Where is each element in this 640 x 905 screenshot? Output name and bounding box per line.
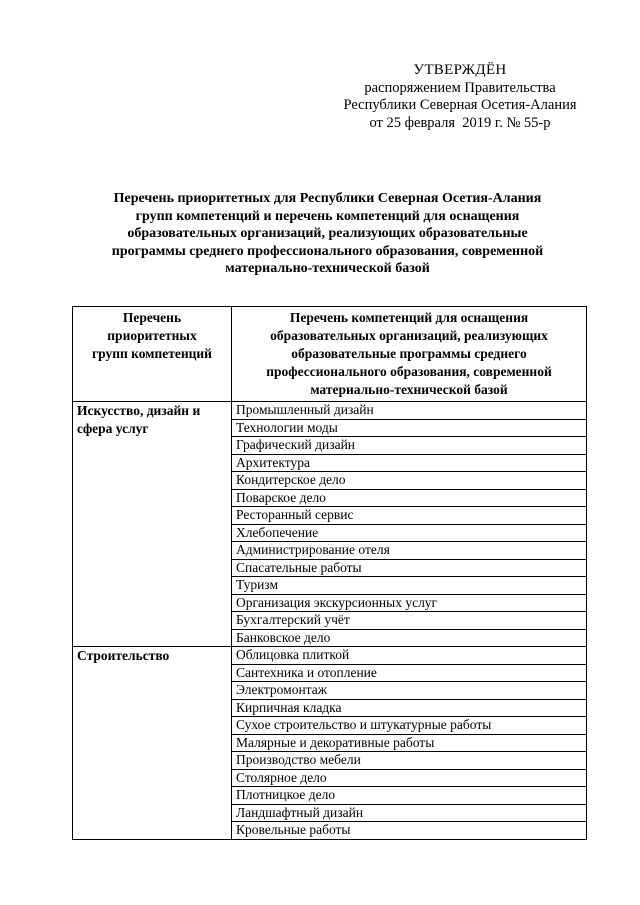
title-line: материально-технической базой [225,261,430,276]
header-line: образовательные программы среднего [291,346,527,361]
competence-cell: Кондитерское дело [232,472,587,490]
table-row [73,402,587,420]
approval-line: распоряжением Правительства [364,79,556,96]
competence-cell: Кирпичная кладка [232,699,587,717]
competence-cell: Администрирование отеля [232,542,587,560]
header-line: приоритетных [107,328,197,343]
competence-cell: Облицовка плиткой [232,647,587,665]
competence-cell: Спасательные работы [232,559,587,577]
approval-line: Республики Северная Осетия-Алания [343,97,577,113]
competence-cell: Графический дизайн [232,437,587,455]
competence-cell: Кровельные работы [232,822,587,840]
competence-cell: Банковское дело [232,629,587,647]
header-line: материально-технической базой [310,382,508,397]
title-line: программы среднего профессионального образования, современной [111,243,544,259]
header-line: профессионального образования, современной [266,364,552,379]
competence-cell: Туризм [232,577,587,595]
approval-block [300,62,620,132]
competence-cell: Электромонтаж [232,682,587,700]
table-header-row [73,307,587,402]
competence-cell: Организация экскурсионных услуг [232,594,587,612]
header-line: образовательных организаций, реализующих [270,328,548,343]
approval-heading: УТВЕРЖДЁН [413,62,507,78]
header-line: групп компетенций [92,346,212,361]
competencies-table [72,306,587,840]
competence-cell: Малярные и декоративные работы [232,734,587,752]
header-competencies [232,307,587,402]
competence-group-cell: Искусство, дизайн и сфера услуг [73,402,232,647]
competence-cell: Хлебопечение [232,524,587,542]
document-title [70,190,585,278]
approval-date: от 25 февраля 2019 г. № 55-р [369,114,551,131]
competence-cell: Промышленный дизайн [232,402,587,420]
header-line: Перечень [122,310,182,325]
competence-cell: Поварское дело [232,489,587,507]
competence-cell: Архитектура [232,454,587,472]
competence-cell: Сантехника и отопление [232,664,587,682]
header-line: Перечень компетенций для оснащения [289,310,529,325]
competence-cell: Ресторанный сервис [232,507,587,525]
competence-cell: Производство мебели [232,752,587,770]
table-row [73,647,587,665]
competence-group-cell: Строительство [73,647,232,840]
title-line: образовательных организаций, реализующих образовательные [127,226,528,241]
competence-cell: Бухгалтерский учёт [232,612,587,630]
competence-cell: Технологии моды [232,419,587,437]
table-body [73,402,587,840]
title-line: групп компетенций и перечень компетенций для оснащения [135,208,520,224]
competence-cell: Столярное дело [232,769,587,787]
competence-cell: Плотницкое дело [232,787,587,805]
title-line: Перечень приоритетных для Республики Северная Осетия-Алания [113,191,542,206]
competence-cell: Сухое строительство и штукатурные работы [232,717,587,735]
competence-cell: Ландшафтный дизайн [232,804,587,822]
header-groups [73,307,232,402]
